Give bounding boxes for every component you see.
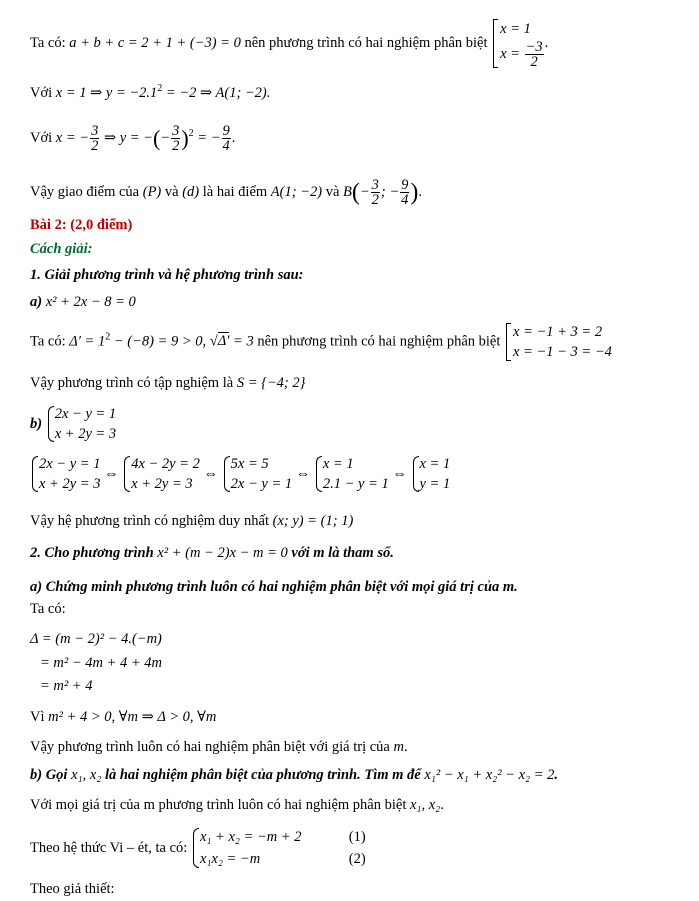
part-a-equation: a) x² + 2x − 8 = 0 [30, 294, 136, 310]
system-equivalence-chain: 2x − y = 1 x + 2y = 3 ⇔ 4x − 2y = 2 x + 2y = 3 ⇔ 5x = 5 2x − y = 1 ⇔ x = 1 2.1 − y = 1 ⇔ x = 1 y = 1 [30, 454, 450, 494]
line-solution-set: Vậy phương trình có tập nghiệm là S = {−4; 2} [30, 375, 306, 391]
delta-step-1: Δ = (m − 2)² − 4.(−m) [30, 631, 162, 647]
subsection-1-title: 1. Giải phương trình và hệ phương trình sau: [30, 267, 304, 283]
roots-system-2: x = −1 + 3 = 2 x = −1 − 3 = −4 [504, 322, 612, 362]
subsection-2-title: 2. Cho phương trình x² + (m − 2)x − m = 0 với m là tham số. [30, 545, 394, 561]
delta-step-2: = m² − 4m + 4 + 4m [40, 655, 163, 671]
line-unique-solution: Vậy hệ phương trình có nghiệm duy nhất (x; y) = (1; 1) [30, 513, 354, 529]
line-x-equals-neg-3-2: Với x = − $\frac{3}{2}$ ⇒ y = −(− $\frac{3}{2}$ )$^2$ = − $\frac{9}{4}$ . [30, 123, 236, 154]
part-2a-title: a) Chứng minh phương trình luôn có hai nghiệm phân biệt với mọi giá trị của m. [30, 579, 518, 595]
roots-system-1: x = 1 x = $\frac{-3}{2}$ [491, 18, 545, 69]
line-abc-sum: Ta có: a + b + c = 2 + 1 + (−3) = 0 nên phương trình có hai nghiệm phân biệt x = 1 x = $\frac{-3}{2}$ . [30, 18, 548, 69]
part-b-system: b) 2x − y = 1 x + 2y = 3 [30, 406, 117, 442]
abc-equation: a + b + c = 2 + 1 + (−3) = 0 [69, 34, 241, 51]
ta-co-label: Ta có: [30, 601, 66, 617]
solution-label: Cách giải: [30, 241, 93, 257]
line-vieta: Theo hệ thức Vi – ét, ta có: x₁ + x₂ = −m + 2 x₁x₂ = −m (1) (2) [30, 826, 366, 870]
line-delta-positive: Vì m² + 4 > 0, ∀m ⇒ Δ > 0, ∀m [30, 709, 217, 725]
line-discriminant: Ta có: $\Delta' = 1^2 - (-8) = 9 > 0$, √Δ′ = 3 nên phương trình có hai nghiệm phân biệt x = −1 + 3 = 2 x = −1 − 3 = −4 [30, 324, 612, 360]
delta-step-3: = m² + 4 [40, 678, 93, 694]
line-two-roots-x1-x2: Với mọi giá trị của m phương trình luôn có hai nghiệm phân biệt x₁, x₂. [30, 797, 444, 813]
line-two-roots-conclusion: Vậy phương trình luôn có hai nghiệm phân biệt với giá trị của m. [30, 739, 408, 755]
line-intersection-points: Vậy giao điểm của (P) và (d) là hai điểm A(1; −2) và B(− $\frac{3}{2}$ ; − $\frac{9}{4}$ ). [30, 177, 423, 208]
line-x-equals-1: Với x = 1 ⇒ $y = -2.1^2 = -2$ ⇒ A(1; −2). [30, 83, 271, 101]
line-by-hypothesis: Theo giả thiết: [30, 881, 115, 897]
section-heading-bai-2: Bài 2: (2,0 điểm) [30, 217, 133, 233]
part-2b-title: b) Gọi x₁, x₂ là hai nghiệm phân biệt của phương trình. Tìm m để x₁² − x₁ + x₂² − x₂ = 2. [30, 767, 558, 783]
